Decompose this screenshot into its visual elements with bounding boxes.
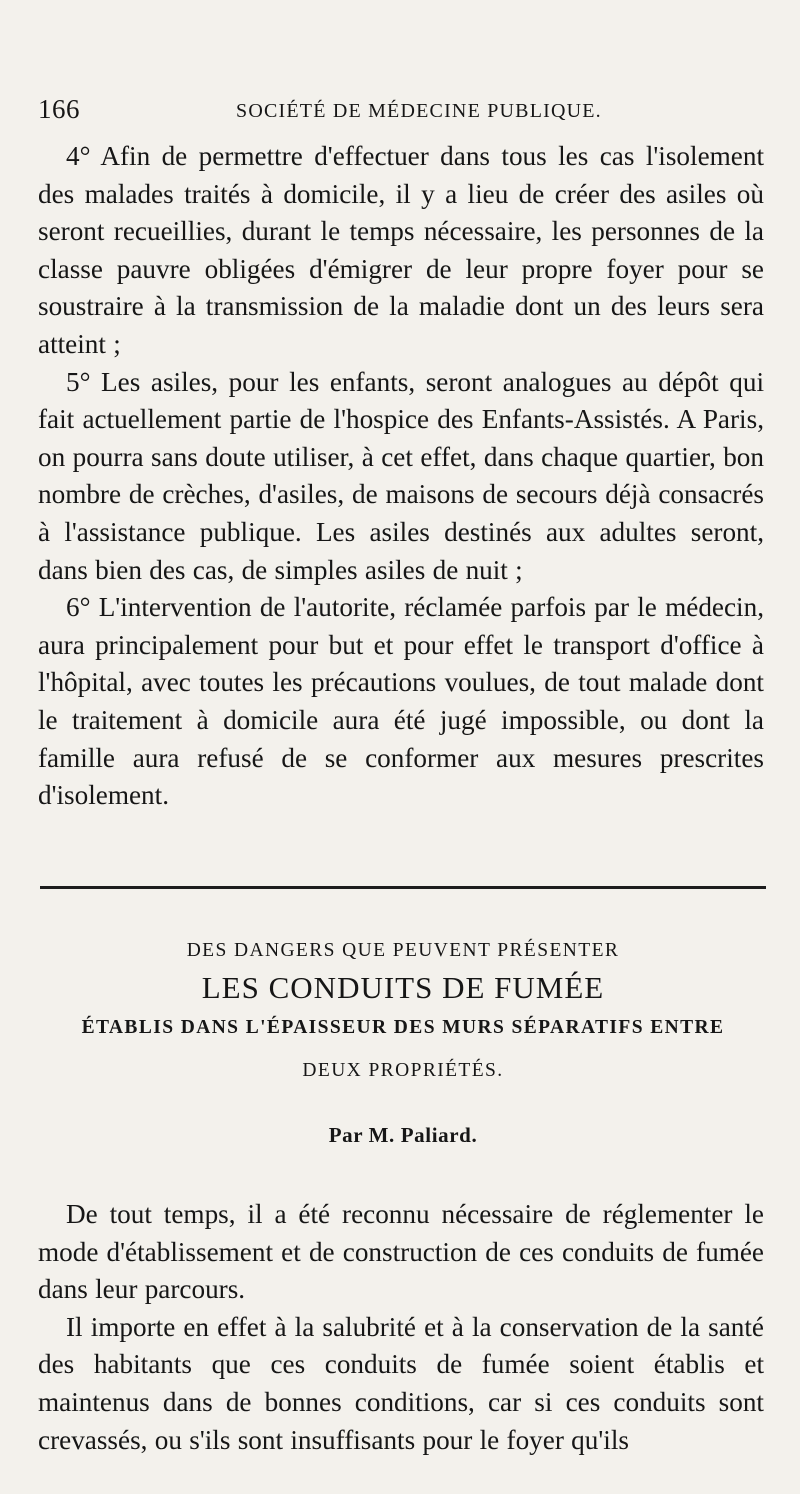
running-header	[38, 94, 768, 130]
upper-text-block	[38, 138, 764, 815]
article-byline: Par M. Paliard.	[328, 1123, 478, 1147]
article-paragraph-2: Il importe en effet à la salubrité et à la conservation de la santé des habitants que ces conduits de fumée soient établis et maintenus dans de bonnes conditions, car si ces conduits sont crevassés, ou s'ils sont insuffisants pour le foyer qu'ils	[38, 1311, 764, 1455]
paragraph-item-6: 6° L'intervention de l'autorite, réclamée parfois par le médecin, aura principalement pour but et pour effet le transport d'office à l'hôpital, avec toutes les précautions voulues, de tout malade dont le traitement à domicile aura été jugé impossible, ou dont la famille aura refusé de se conformer aux mesures prescrites d'isolement.	[38, 592, 764, 811]
running-title: SOCIÉTÉ DE MÉDECINE PUBLIQUE.	[236, 100, 602, 122]
article-title-line-1: DES DANGERS QUE PEUVENT PRÉSENTER	[186, 940, 620, 961]
article-title-line-4: DEUX PROPRIÉTÉS.	[302, 1060, 504, 1081]
page-number: 166	[38, 94, 80, 124]
paragraph-item-4: 4° Afin de permettre d'effectuer dans tous les cas l'isolement des malades traités à domicile, il y a lieu de créer des asiles où seront recueillies, durant le temps nécessaire, les personnes de la classe pauvre obligées d'émigrer de leur propre foyer pour se soustraire à la transmission de la maladie dont un des leurs sera atteint ;	[38, 141, 764, 359]
article-paragraph-1: De tout temps, il a été reconnu nécessaire de réglementer le mode d'établissement et de construction de ces conduits de fumée dans leur parcours.	[38, 1199, 764, 1305]
paragraph-item-5: 5° Les asiles, pour les enfants, seront analogues au dépôt qui fait actuellement partie de l'hospice des Enfants-Assistés. A Paris, on pourra sans doute utiliser, à cet effet, dans chaque quartier, bon nombre de crèches, d'asiles, de maisons de secours déjà consacrés à l'assistance publique. Les asiles destinés aux adultes seront, dans bien des cas, de simples asiles de nuit ;	[38, 366, 764, 585]
article-title-main: LES CONDUITS DE FUMÉE	[201, 970, 605, 1005]
lower-text-block	[38, 1196, 764, 1459]
article-title-line-3: ÉTABLIS DANS L'ÉPAISSEUR DES MURS SÉPARATIFS ENTRE	[81, 1017, 725, 1038]
section-divider	[40, 886, 766, 889]
